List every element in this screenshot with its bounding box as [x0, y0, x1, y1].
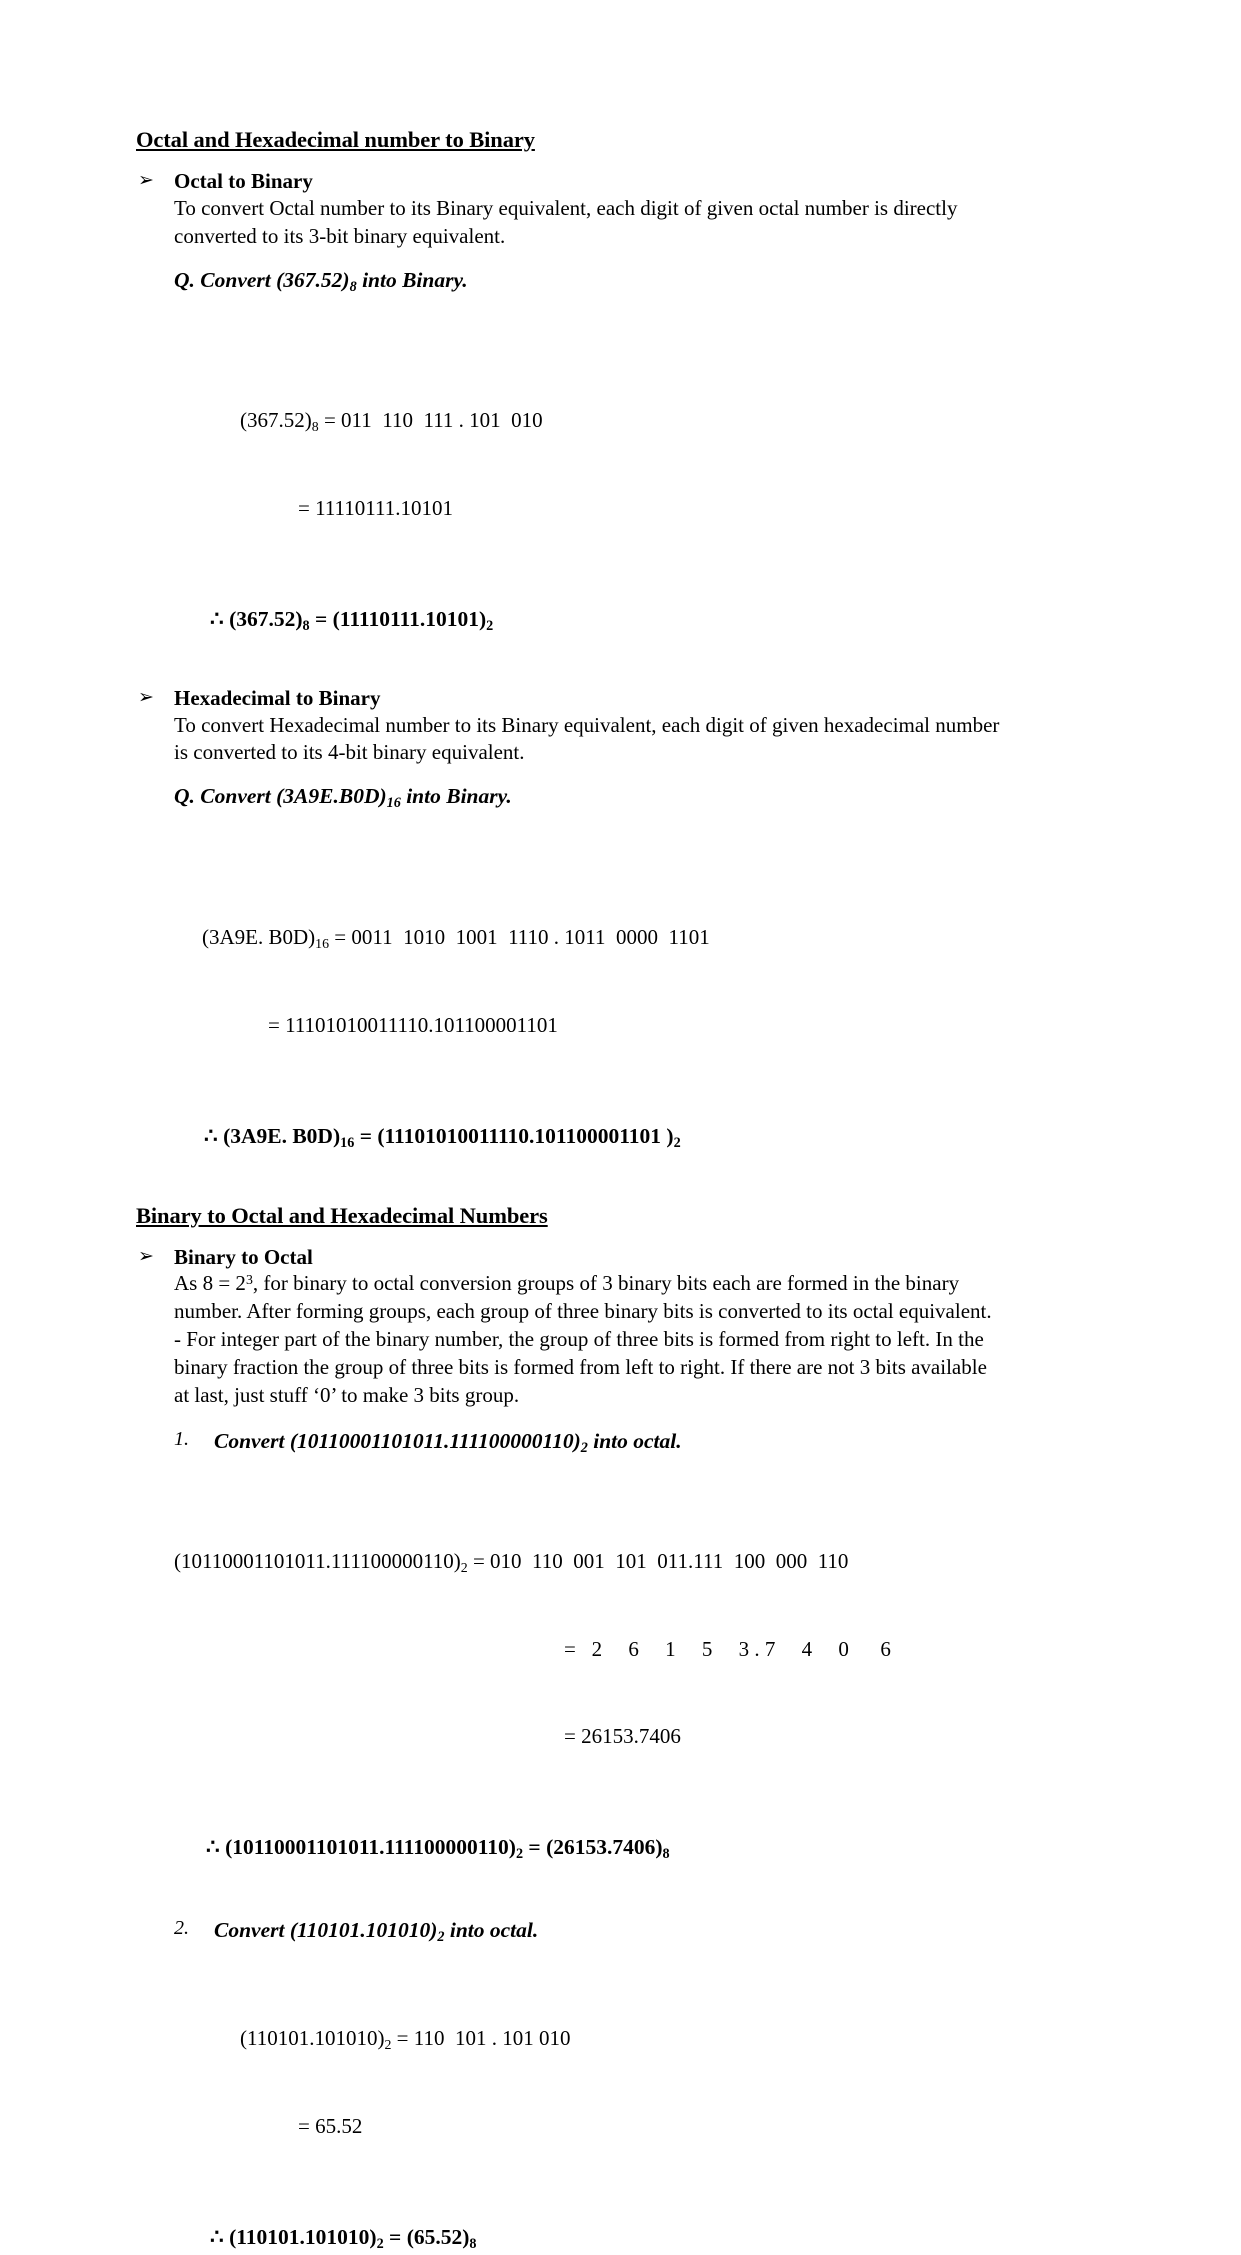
page-content — [136, 126, 1006, 2255]
arrow-bullet-icon: ➢ — [138, 685, 154, 708]
math-line-1 — [174, 1547, 1006, 1577]
example-number: 1. — [174, 1428, 189, 1451]
conclusion-rhs: (26153.7406) — [546, 1835, 663, 1860]
question-octal-to-binary — [174, 267, 1006, 296]
math-lhs-subscript: 16 — [315, 935, 330, 951]
bullet-item-hexadecimal-to-binary — [136, 685, 1006, 1152]
question-operand: (110101.101010) — [289, 1918, 438, 1943]
conclusion-lhs: (3A9E. B0D) — [223, 1123, 341, 1148]
example-number: 2. — [174, 1917, 189, 1940]
paragraph-binary-to-octal-rest: , for binary to octal conversion groups of 3 binary bits each are formed in the binary number. After forming groups, each group of three binary bits is converted to its octal equivalent. — [174, 1271, 992, 1324]
question-example-1 — [214, 1428, 1006, 1457]
conclusion-rhs: (11101010011110.101100001101 ) — [377, 1123, 674, 1148]
question-tail: into Binary. — [406, 784, 512, 809]
arrow-bullet-icon: ➢ — [138, 1244, 154, 1267]
conclusion-lhs: (367.52) — [229, 606, 303, 631]
conclusion-lhs-subscript: 2 — [376, 2236, 384, 2253]
conclusion-example-2 — [174, 2225, 1006, 2253]
conclusion-rhs-subscript: 8 — [469, 2236, 477, 2253]
math-line-1 — [202, 923, 1006, 953]
math-lhs: (3A9E. B0D) — [202, 924, 316, 949]
question-verb: Convert — [200, 267, 271, 292]
conclusion-rhs: (65.52) — [406, 2225, 470, 2250]
conclusion-example-1 — [174, 1835, 1006, 1863]
section-heading-binary-to-octal-hex: Binary to Octal and Hexadecimal Numbers — [136, 1202, 548, 1228]
math-rhs: = 110 101 . 101 010 — [396, 2026, 571, 2051]
section-heading-octal-hex-to-binary: Octal and Hexadecimal number to Binary — [136, 127, 535, 152]
question-verb: Convert — [200, 784, 271, 809]
math-lhs: (10110001101011.111100000110) — [174, 1549, 461, 1574]
math-block-octal-to-binary — [174, 348, 1006, 581]
conclusion-equals: = — [389, 2225, 402, 2250]
math-lhs-subscript: 2 — [384, 2037, 392, 2053]
math-lhs: (367.52) — [240, 408, 312, 433]
question-operand-subscript: 2 — [580, 1439, 588, 1456]
math-lhs: (110101.101010) — [240, 2026, 385, 2051]
math-block-example-1 — [174, 1489, 1006, 1809]
conclusion-lhs: (110101.101010) — [229, 2225, 377, 2250]
question-hexadecimal-to-binary — [174, 783, 1006, 812]
power-exponent: 3 — [245, 1272, 253, 1288]
math-line-2: = 65.52 — [298, 2114, 363, 2139]
conclusion-lhs-subscript: 8 — [302, 617, 310, 634]
math-line-2: = 11101010011110.101100001101 — [268, 1012, 558, 1037]
paragraph-binary-to-octal-intro — [174, 1270, 1006, 1326]
conclusion-lhs: (10110001101011.111100000110) — [225, 1835, 516, 1860]
subheading-hexadecimal-to-binary: Hexadecimal to Binary — [174, 685, 381, 710]
question-operand-subscript: 8 — [349, 278, 357, 295]
conclusion-equals: = — [359, 1123, 372, 1148]
conclusion-equals: = — [314, 606, 328, 631]
question-operand-subscript: 2 — [437, 1929, 445, 1946]
paragraph-octal-to-binary: To convert Octal number to its Binary equivalent, each digit of given octal number is directly converted to its 3-bit binary equivalent. — [174, 195, 958, 248]
conclusion-lhs-subscript: 2 — [515, 1846, 524, 1863]
conclusion-rhs: (11110111.10101) — [332, 606, 487, 631]
math-lhs-subscript: 2 — [460, 1560, 468, 1576]
math-rhs: = 0011 1010 1001 1110 . 1011 0000 1101 — [334, 924, 710, 949]
power-expression: As 8 = 2 — [174, 1271, 246, 1296]
question-operand: (367.52) — [276, 267, 350, 292]
question-tail: into Binary. — [362, 267, 468, 292]
conclusion-equals: = — [528, 1835, 541, 1860]
question-verb: Convert — [214, 1429, 285, 1454]
math-line-2: = 11110111.10101 — [298, 495, 453, 520]
bullet-item-octal-to-binary — [136, 168, 1006, 635]
subheading-octal-to-binary: Octal to Binary — [174, 169, 313, 194]
math-line-3: = 26153.7406 — [564, 1724, 681, 1749]
math-line-2: = 2 6 1 5 3 . 7 4 0 6 — [564, 1637, 891, 1662]
paragraph-hexadecimal-to-binary: To convert Hexadecimal number to its Binary equivalent, each digit of given hexadecimal number is converted to its 4-bit binary equivalent. — [174, 712, 1000, 765]
question-tail: into octal. — [449, 1918, 539, 1943]
example-1 — [174, 1428, 1006, 1457]
math-line-1 — [240, 2024, 1006, 2054]
math-rhs: = 010 110 001 101 011.111 100 000 110 — [472, 1549, 849, 1574]
subheading-binary-to-octal: Binary to Octal — [174, 1244, 313, 1269]
conclusion-rhs-subscript: 8 — [662, 1846, 670, 1863]
math-line-1 — [240, 406, 1006, 436]
conclusion-rhs-subscript: 2 — [673, 1134, 681, 1151]
conclusion-rhs-subscript: 2 — [486, 617, 494, 634]
question-operand-subscript: 16 — [386, 795, 401, 812]
math-lhs-subscript: 8 — [311, 418, 319, 434]
question-tail: into octal. — [593, 1429, 682, 1454]
question-operand: (10110001101011.111100000110) — [289, 1429, 581, 1454]
bullet-item-binary-to-octal — [136, 1244, 1006, 2254]
math-block-example-2 — [174, 1966, 1006, 2199]
question-example-2 — [214, 1917, 1006, 1946]
math-block-hexadecimal-to-binary — [174, 865, 1006, 1098]
paragraph-binary-to-octal-rules: - For integer part of the binary number, the group of three bits is formed from right to left. In the binary fraction the group of three bits is formed from left to right. If there are not 3 bits available at last, just stuff ‘0’ to make 3 bits group. — [174, 1327, 987, 1408]
therefore-icon: ∴ — [204, 1123, 218, 1148]
math-rhs: = 011 110 111 . 101 010 — [323, 408, 543, 433]
conclusion-hexadecimal-to-binary — [174, 1124, 1006, 1152]
conclusion-lhs-subscript: 16 — [340, 1134, 355, 1151]
question-label: Q. — [174, 784, 195, 809]
therefore-icon: ∴ — [206, 1835, 220, 1860]
question-label: Q. — [174, 267, 195, 292]
therefore-icon: ∴ — [210, 2225, 224, 2250]
example-2 — [174, 1917, 1006, 1946]
therefore-icon: ∴ — [210, 606, 224, 631]
conclusion-octal-to-binary — [174, 607, 1006, 635]
arrow-bullet-icon: ➢ — [138, 169, 154, 192]
question-operand: (3A9E.B0D) — [276, 784, 387, 809]
question-verb: Convert — [214, 1918, 285, 1943]
